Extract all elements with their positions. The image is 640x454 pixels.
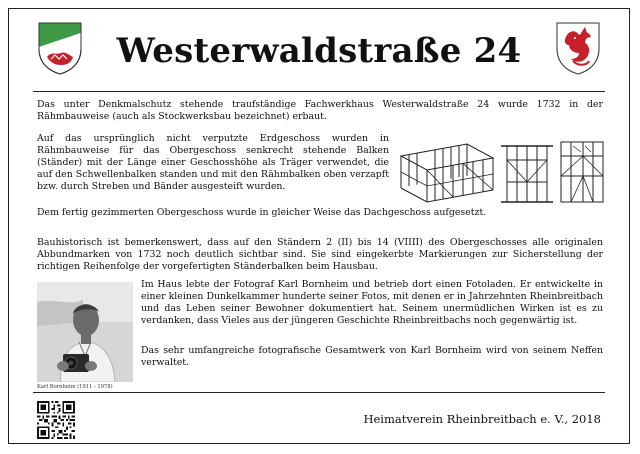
paragraph-intro: Das unter Denkmalschutz stehende traufständige Fachwerkhaus Westerwaldstraße 24 wurde 1732 in der Rähmbauweise (auch als Stockwerksbau bezeichnet) erbaut. — [37, 99, 603, 123]
bottom-divider — [33, 392, 605, 393]
paragraph-construction: Auf das ursprünglich nicht verputzte Erdgeschoss wurden in Rähmbauweise für das Obergeschoss senkrecht stehende Balken (Ständer) mit der Länge einer Geschosshöhe als Träger verwendet, die auf den Schwellenbalken standen und mit den Rähmbalken oben verzapft bzw. durch Streben und Bänder ausgesteift wurden. — [37, 133, 389, 193]
paragraph-roof: Dem fertig gezimmerten Obergeschoss wurde in gleicher Weise das Dachgeschoss aufgesetzt. — [37, 207, 487, 218]
paragraph-estate: Das sehr umfangreiche fotografische Gesamtwerk von Karl Bornheim wird von seinem Neffen verwaltet. — [141, 345, 603, 369]
timber-frame-sketch-icon — [397, 136, 607, 206]
info-sign — [8, 8, 630, 444]
photographer-portrait-icon — [37, 282, 133, 382]
paragraph-marks: Bauhistorisch ist bemerkenswert, dass auf den Ständern 2 (II) bis 14 (VIIII) des Obergeschosses alle originalen Abbundmarken von 1732 noch deutlich sichtbar sind. Sie sind eingekerbte Markierungen zur Sicherstellung der richtigen Reihenfolge der vorgefertigten Ständerbalken beim Hausbau. — [37, 237, 603, 273]
coat-of-arms-red-dragon-icon — [555, 21, 601, 75]
paragraph-photographer: Im Haus lebte der Fotograf Karl Bornheim und betrieb dort einen Fotoladen. Er entwickelte in einer kleinen Dunkelkammer hunderte seiner Fotos, mit denen er in Jahrzehnten Rheinbreitbach und das Leben seiner Bewohner dokumentiert hat. Seinem unermüdlichen Wirken ist es zu verdanken, dass Vieles aus der jüngeren Geschichte Rheinbreitbachs noch gegenwärtig ist. — [141, 279, 603, 327]
page-title: Westerwaldstraße 24 — [116, 31, 522, 71]
photo-caption: Karl Bornheim (1911 - 1978) — [37, 384, 113, 390]
coat-of-arms-green-white-icon — [37, 21, 83, 75]
top-divider — [33, 91, 605, 92]
footer-credit: Heimatverein Rheinbreitbach e. V., 2018 — [363, 412, 601, 426]
photographer-portrait — [37, 282, 133, 382]
qr-code-icon[interactable] — [37, 401, 75, 439]
